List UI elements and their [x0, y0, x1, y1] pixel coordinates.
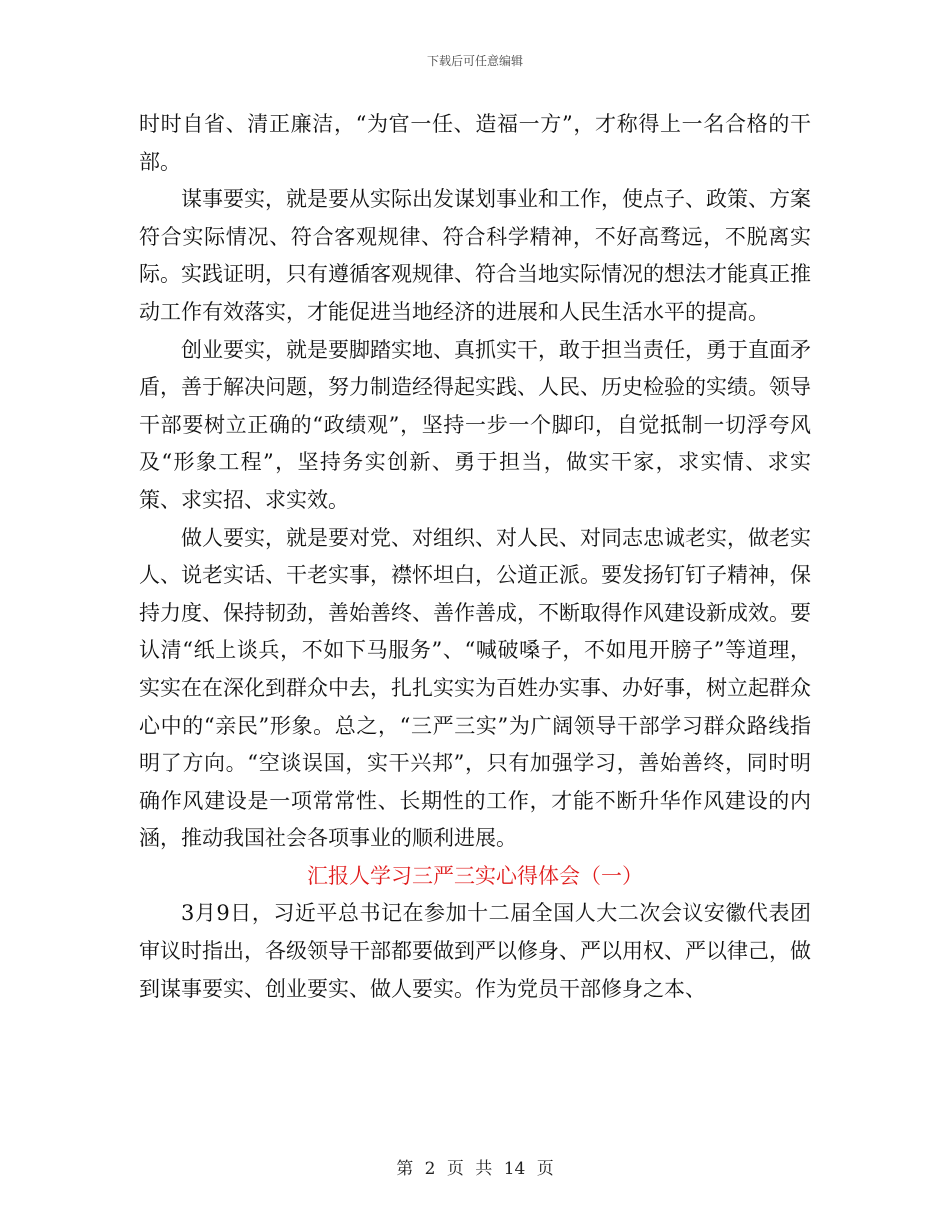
paragraph: 创业要实，就是要脚踏实地、真抓实干，敢于担当责任，勇于直面矛盾，善于解决问题，努力制造经得起实践、人民、历史检验的实绩。领导干部要树立正确的“政绩观”，坚持一步一个脚印，自觉抵制一切浮夸风及“形象工程”，坚持务实创新、勇于担当，做实干家，求实情、求实策、求实招、求实效。	[139, 337, 811, 512]
paragraph: 做人要实，就是要对党、对组织、对人民、对同志忠诚老实，做老实人、说老实话、干老实事，襟怀坦白，公道正派。要发扬钉钉子精神，保持力度、保持韧劲，善始善终、善作善成，不断取得作风建设新成效。要认清“纸上谈兵，不如下马服务”、“喊破嗓子，不如甩开膀子”等道理，实实在在深化到群众中去，扎扎实实为百姓办实事、办好事，树立起群众心中的“亲民”形象。总之，“三严三实”为广阔领导干部学习群众路线指明了方向。“空谈误国，实干兴邦”，只有加强学习，善始善终，同时明确作风建设是一项常常性、长期性的工作，才能不断升华作风建设的内涵，推动我国社会各项事业的顺利进展。	[139, 525, 811, 851]
section-title: 汇报人学习三严三实心得体会（一）	[307, 863, 643, 888]
paragraph: 谋事要实，就是要从实际出发谋划事业和工作，使点子、政策、方案符合实际情况、符合客观规律、符合科学精神，不好高骛远，不脱离实际。实践证明，只有遵循客观规律、符合当地实际情况的想法才能真正推动工作有效落实，才能促进当地经济的进展和人民生活水平的提高。	[139, 187, 811, 324]
document-body	[139, 106, 811, 1008]
page-header: 下载后可任意编辑	[426, 54, 523, 68]
paragraph: 3月9日，习近平总书记在参加十二届全国人大二次会议安徽代表团审议时指出，各级领导干部都要做到严以修身、严以用权、严以律己，做到谋事要实、创业要实、做人要实。作为党员干部修身之本、	[139, 901, 811, 1001]
paragraph: 时时自省、清正廉洁，“为官一任、造福一方”，才称得上一名合格的干部。	[139, 112, 811, 174]
page-footer: 第 2 页 共 14 页	[396, 1159, 554, 1179]
